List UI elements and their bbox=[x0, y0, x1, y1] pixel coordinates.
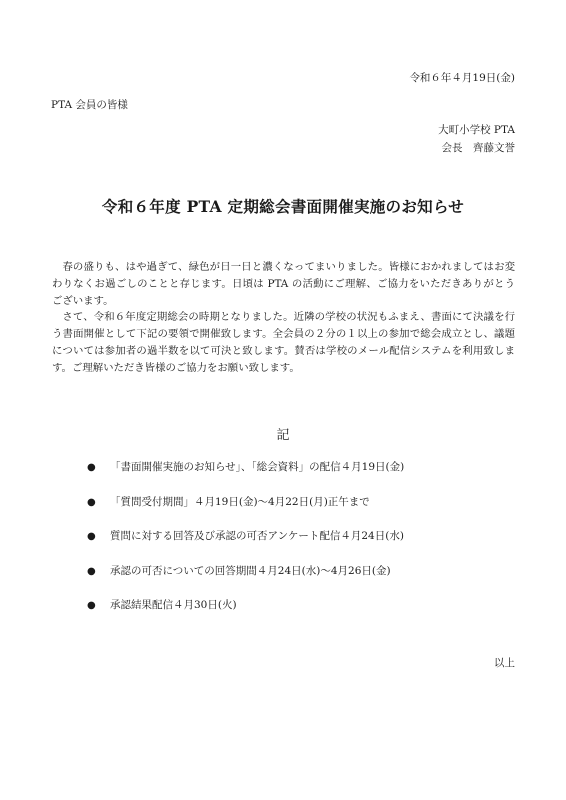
body-paragraph-greeting: 春の盛りも、はや過ぎて、緑色が日一日と濃くなってまいりました。皆様におかれましてはお変わりなくお過ごしのことと存じます。日頃は PTA の活動にご理解、ご協力をいただきありがとうございます。 bbox=[52, 261, 515, 307]
list-item bbox=[87, 528, 404, 543]
document-date: 令和６年４月19日(金) bbox=[409, 72, 515, 84]
bullet-icon: ● bbox=[87, 600, 96, 611]
bullet-icon: ● bbox=[87, 497, 96, 508]
list-item bbox=[87, 494, 370, 509]
list-item bbox=[87, 597, 237, 612]
body-paragraph-announcement: さて、令和６年度定期総会の時期となりました。近隣の学校の状況もふまえ、書面にて決議を行う書面開催として下記の要領で開催致します。全会員の２分の１以上の参加で総会成立とし、議題については参加者の過半数を以て可決と致します。賛否は学校のメール配信システムを利用致します。ご理解いただき皆様のご協力をお願い致します。 bbox=[52, 311, 515, 374]
list-item-text: 承認結果配信４月30日(火) bbox=[110, 599, 237, 611]
list-item bbox=[87, 563, 391, 578]
notation-heading: 記 bbox=[276, 428, 290, 443]
document-title: 令和６年度 PTA 定期総会書面開催実施のお知らせ bbox=[101, 197, 465, 216]
sender-organization: 大町小学校 PTA bbox=[438, 124, 515, 136]
bullet-icon: ● bbox=[87, 531, 96, 542]
list-item-text: 質問に対する回答及び承認の可否アンケート配信４月24日(水) bbox=[110, 530, 404, 542]
bullet-icon: ● bbox=[87, 462, 96, 473]
bullet-icon: ● bbox=[87, 566, 96, 577]
addressee: PTA 会員の皆様 bbox=[51, 99, 128, 111]
list-item-text: 承認の可否についての回答期間４月24日(水)〜4月26日(金) bbox=[110, 565, 391, 577]
list-item-text: 「質問受付期間」４月19日(金)〜4月22日(月)正午まで bbox=[110, 496, 370, 508]
list-item-text: 「書面開催実施のお知らせ」、「総会資料」の配信４月19日(金) bbox=[110, 461, 405, 473]
list-item bbox=[87, 459, 404, 474]
sender-name: 会長 齊藤文誉 bbox=[441, 142, 515, 154]
closing-mark: 以上 bbox=[494, 657, 515, 669]
